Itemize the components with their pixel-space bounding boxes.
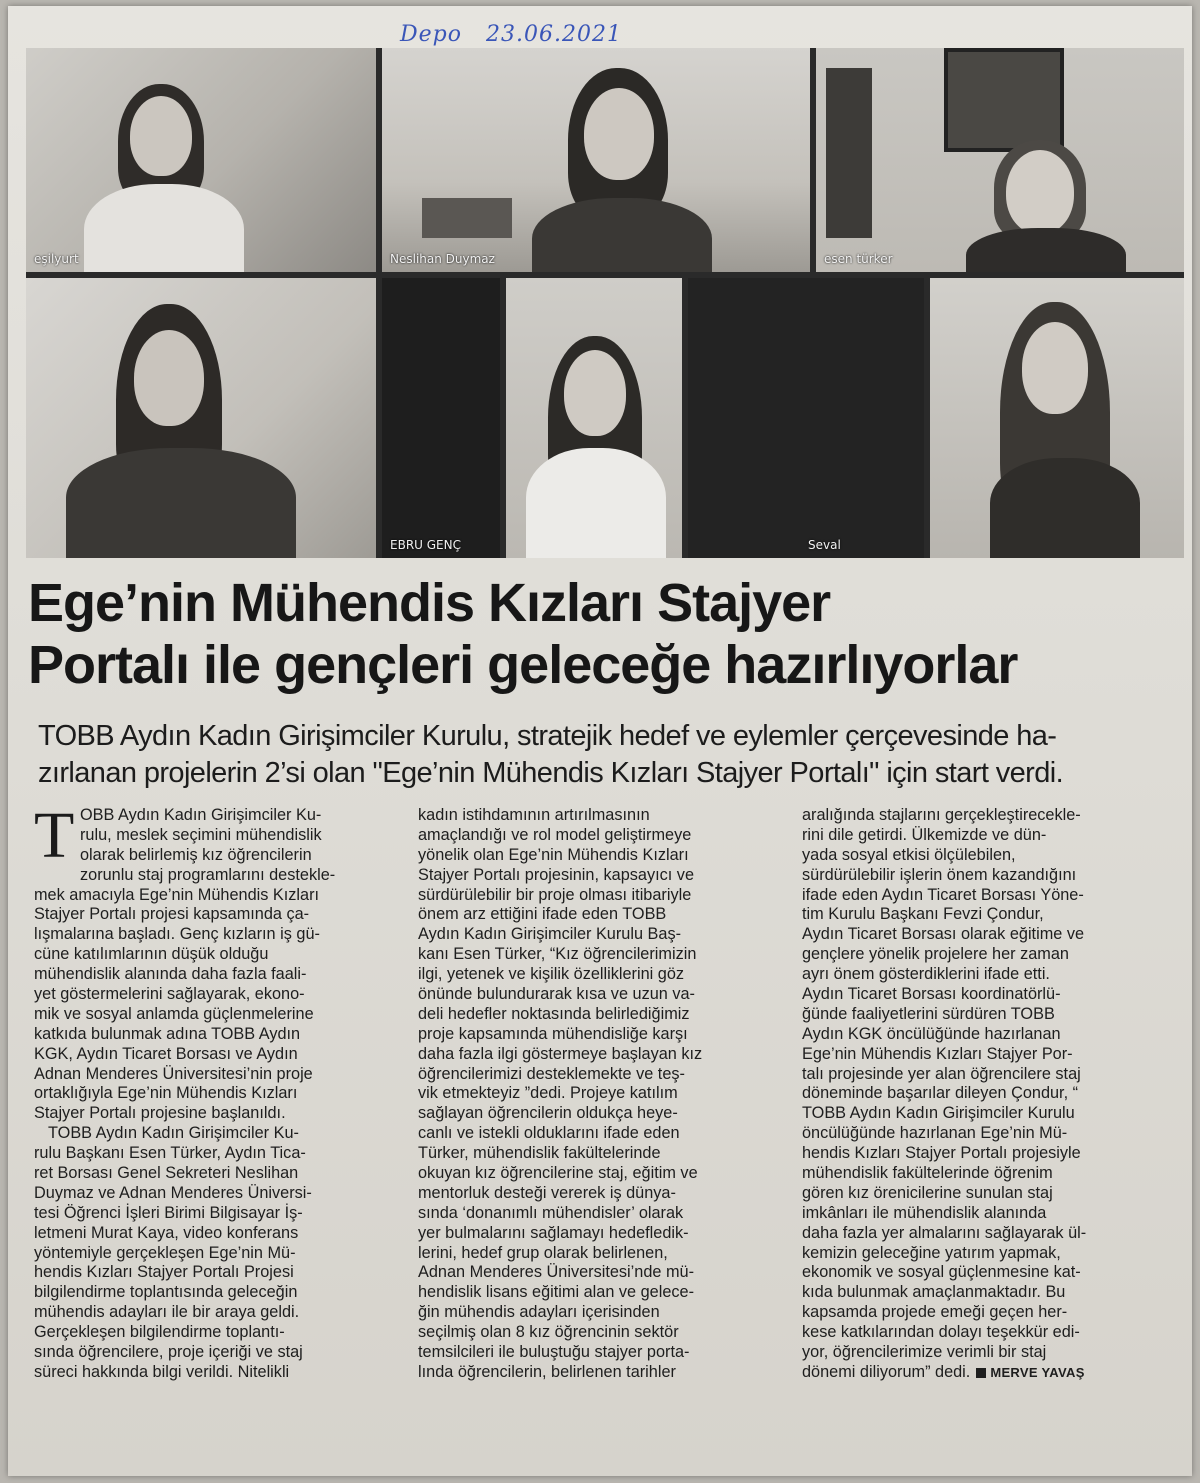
text-line: gençlere yönelik projelere her zaman	[802, 945, 1069, 964]
participant-name: EBRU GENÇ	[390, 538, 461, 552]
text-line: sında ‘donanımlı mühendisler’ olarak	[418, 1203, 684, 1222]
text-line: Aydın Kadın Girişimciler Kurulu Baş-	[418, 925, 682, 944]
author-byline: MERVE YAVAŞ	[990, 1364, 1085, 1380]
text-line: ortaklığıyla Ege’nin Mühendis Kızları	[34, 1084, 298, 1103]
participant-name: Neslihan Duymaz	[390, 252, 495, 266]
text-line: hendis Kızları Stajyer Portalı Projesi	[34, 1263, 294, 1282]
text-line: ret Borsası Genel Sekreteri Neslihan	[34, 1164, 299, 1183]
text-line: Stajyer Portalı projesine başlanıldı.	[34, 1104, 286, 1123]
text-line: aralığında stajlarını gerçekleştirecekle-	[802, 806, 1081, 824]
text-line: öğrencilerimizi desteklemekte ve teş-	[418, 1064, 685, 1083]
text-line: lışmalarına başladı. Genç kızların iş gü-	[34, 925, 320, 944]
text-line: imkânları ile mühendislik alanında	[802, 1203, 1047, 1222]
text-line: kanı Esen Türker, “Kız öğrencilerimizin	[418, 945, 697, 964]
participant-tile-6	[506, 278, 682, 558]
participant-name: Seval	[808, 538, 841, 552]
text-line: vik etmekteyiz ”dedi. Projeye katılım	[418, 1084, 678, 1103]
text-line: sında öğrencilere, proje içeriği ve staj	[34, 1343, 303, 1362]
text-line: OBB Aydın Kadın Girişimciler Ku-	[80, 806, 322, 824]
subhead-line: TOBB Aydın Kadın Girişimciler Kurulu, stratejik hedef ve eylemler çerçevesinde ha-	[38, 720, 1057, 752]
participant-tile-1	[26, 48, 376, 272]
text-line: yer bulmalarını sağlamayı hedefledik-	[418, 1223, 689, 1242]
text-line: döneminde başarılar dileyen Çondur, “	[802, 1084, 1079, 1103]
text-line: rini dile getirdi. Ülkemizde ve dün-	[802, 825, 1047, 844]
text-line: letmeni Murat Kaya, video konferans	[34, 1223, 299, 1242]
text-line: rulu, meslek seçimini mühendislik	[80, 825, 322, 844]
text-line: katkıda bulunmak adına TOBB Aydın	[34, 1024, 301, 1043]
article-column-2	[418, 806, 772, 1383]
text-line: tim Kurulu Başkanı Fevzi Çondur,	[802, 905, 1044, 924]
text-line: ğünde faaliyetlerini sürdüren TOBB	[802, 1004, 1055, 1023]
text-line: Stajyer Portalı projesi kapsamında ça-	[34, 905, 310, 924]
text-line: daha fazla yer almalarını sağlayarak ül-	[802, 1223, 1087, 1242]
text-line: yönelik olan Ege’nin Mühendis Kızları	[418, 845, 689, 864]
text-line: Adnan Menderes Üniversitesi’nin proje	[34, 1064, 313, 1083]
text-line: önünde bulundurarak kısa ve uzun va-	[418, 985, 695, 1004]
participant-tile-2	[382, 48, 810, 272]
text-line: lerini, hedef grup olarak belirlenen,	[418, 1243, 668, 1262]
text-line: tesi Öğrenci İşleri Birimi Bilgisayar İş-	[34, 1203, 303, 1222]
text-line: talı projesinde yer alan öğrencilere staj	[802, 1064, 1081, 1083]
text-line: amaçlandığı ve rol model geliştirmeye	[418, 825, 692, 844]
text-line: süreci hakkında bilgi verildi. Nitelikli	[34, 1362, 290, 1381]
headline-line: Portalı ile gençleri geleceğe hazırlıyorlar	[28, 635, 1018, 695]
newspaper-clipping	[8, 6, 1192, 1476]
text-line: öncülüğünde hazırlanan Ege’nin Mü-	[802, 1124, 1068, 1143]
subhead-line: zırlanan projelerin 2’si olan "Ege’nin Mühendis Kızları Stajyer Portalı" için start verdi.	[38, 757, 1064, 789]
text-line: Türker, mühendislik fakültelerinde	[418, 1144, 661, 1163]
text-line: kıda bulunmak amaçlanmaktadır. Bu	[802, 1283, 1066, 1302]
text-line: mühendislik alanında daha fazla faali-	[34, 965, 307, 984]
participant-tile-3	[816, 48, 1184, 272]
byline-square-icon	[976, 1368, 986, 1378]
text-line: TOBB Aydın Kadın Girişimciler Ku-	[48, 1124, 299, 1143]
text-line: Gerçekleşen bilgilendirme toplantı-	[34, 1323, 285, 1342]
drop-cap: T	[34, 799, 75, 872]
text-line: temsilcileri ile buluştuğu stajyer porta-	[418, 1343, 690, 1362]
text-line: sağlayan öğrencilerin oldukça heye-	[418, 1104, 678, 1123]
text-line: ğin mühendis adayları içerisinden	[418, 1303, 660, 1322]
text-line: sürdürülebilir bir proje olması itibariyle	[418, 885, 692, 904]
text-line: ekonomik ve sosyal güçlenmesine kat-	[802, 1263, 1081, 1282]
text-line: yet göstermelerini sağlayarak, ekono-	[34, 985, 305, 1004]
handwritten-word: Depo	[400, 22, 462, 47]
text-line: Adnan Menderes Üniversitesi’nde mü-	[418, 1263, 695, 1282]
text-line: KGK, Aydın Ticaret Borsası ve Aydın	[34, 1044, 298, 1063]
text-line: daha fazla ilgi göstermeye başlayan kız	[418, 1044, 703, 1063]
handwritten-date: 23.06.2021	[486, 22, 622, 47]
text-line: bilgilendirme toplantısında geleceğin	[34, 1283, 298, 1302]
text-line: deli hedefler noktasında belirlediğimiz	[418, 1004, 690, 1023]
text-line: kemizin geleceğine yatırım yapmak,	[802, 1243, 1061, 1262]
text-line: önem arz ettiğini ifade eden TOBB	[418, 905, 667, 924]
text-line: hendis Kızları Stajyer Portalı projesiyle	[802, 1144, 1081, 1163]
article-column-1	[34, 799, 388, 1383]
text-line: kese katkılarından dolayı teşekkür edi-	[802, 1323, 1080, 1342]
participant-tile-5	[382, 278, 500, 558]
text-line: ilgi, yetenek ve kişilik özelliklerini göz	[418, 965, 685, 984]
text-line: rulu Başkanı Esen Türker, Aydın Tica-	[34, 1144, 306, 1163]
text-line: yada sosyal etkisi ölçülebilen,	[802, 845, 1016, 864]
text-line: cüne katılımlarının düşük olduğu	[34, 945, 269, 964]
participant-name: esen türker	[824, 252, 893, 266]
text-line: canlı ve istekli olduklarını ifade eden	[418, 1124, 680, 1143]
text-line: TOBB Aydın Kadın Girişimciler Kurulu	[802, 1104, 1075, 1123]
text-line: olarak belirlemiş kız öğrencilerin	[80, 845, 312, 864]
text-line: mühendislik fakültelerinde öğrenim	[802, 1164, 1053, 1183]
text-line: Duymaz ve Adnan Menderes Üniversi-	[34, 1183, 312, 1202]
text-line-end: dönemi diliyorum” dedi.	[802, 1362, 971, 1381]
text-line: sürdürülebilir işlerin önem kazandığını	[802, 865, 1077, 884]
text-line: kadın istihdamının artırılmasının	[418, 806, 650, 824]
text-line: mentorluk desteği vererek iş dünya-	[418, 1183, 676, 1202]
participant-tile-4	[26, 278, 376, 558]
text-line: Aydın KGK öncülüğünde hazırlanan	[802, 1024, 1061, 1043]
text-line-last	[802, 1363, 1156, 1383]
text-line: yor, öğrencilerimize verimli bir staj	[802, 1343, 1047, 1362]
text-line: yöntemiyle gerçekleşen Ege’nin Mü-	[34, 1243, 296, 1262]
text-line: proje kapsamında mühendisliğe karşı	[418, 1024, 688, 1043]
text-line: mik ve sosyal anlamda güçlenmelerine	[34, 1004, 314, 1023]
text-line: Aydın Ticaret Borsası olarak eğitime ve	[802, 925, 1085, 944]
article-headline	[28, 572, 1188, 696]
participant-name: eşilyurt	[34, 252, 79, 266]
text-line: mühendis adayları ile bir araya geldi.	[34, 1303, 300, 1322]
text-line: okuyan kız öğrencilerine staj, eğitim ve	[418, 1164, 698, 1183]
headline-line: Ege’nin Mühendis Kızları Stajyer	[28, 573, 831, 633]
text-line: hendislik lisans eğitimi alan ve gelece-	[418, 1283, 695, 1302]
text-line: lında öğrencilerin, belirlenen tarihler	[418, 1362, 676, 1381]
text-line: Aydın Ticaret Borsası koordinatörlü-	[802, 985, 1061, 1004]
text-line: ayrı önem gösterdiklerini ifade etti.	[802, 965, 1050, 984]
participant-tile-7	[688, 278, 924, 558]
text-line: Stajyer Portalı projesinin, kapsayıcı ve	[418, 865, 695, 884]
text-line: ifade eden Aydın Ticaret Borsası Yöne-	[802, 885, 1084, 904]
text-line: zorunlu staj programlarını destekle-	[80, 865, 336, 884]
video-conference-photo	[26, 48, 1184, 558]
text-line: seçilmiş olan 8 kız öğrencinin sektör	[418, 1323, 679, 1342]
text-line: mek amacıyla Ege’nin Mühendis Kızları	[34, 885, 320, 904]
participant-tile-8	[930, 278, 1184, 558]
text-line: Ege’nin Mühendis Kızları Stajyer Por-	[802, 1044, 1073, 1063]
article-column-3	[802, 806, 1156, 1383]
text-line: kapsamda projede emeği geçen her-	[802, 1303, 1068, 1322]
text-line: gören kız örenicilerine sunulan staj	[802, 1183, 1053, 1202]
article-subheadline	[38, 718, 1178, 792]
